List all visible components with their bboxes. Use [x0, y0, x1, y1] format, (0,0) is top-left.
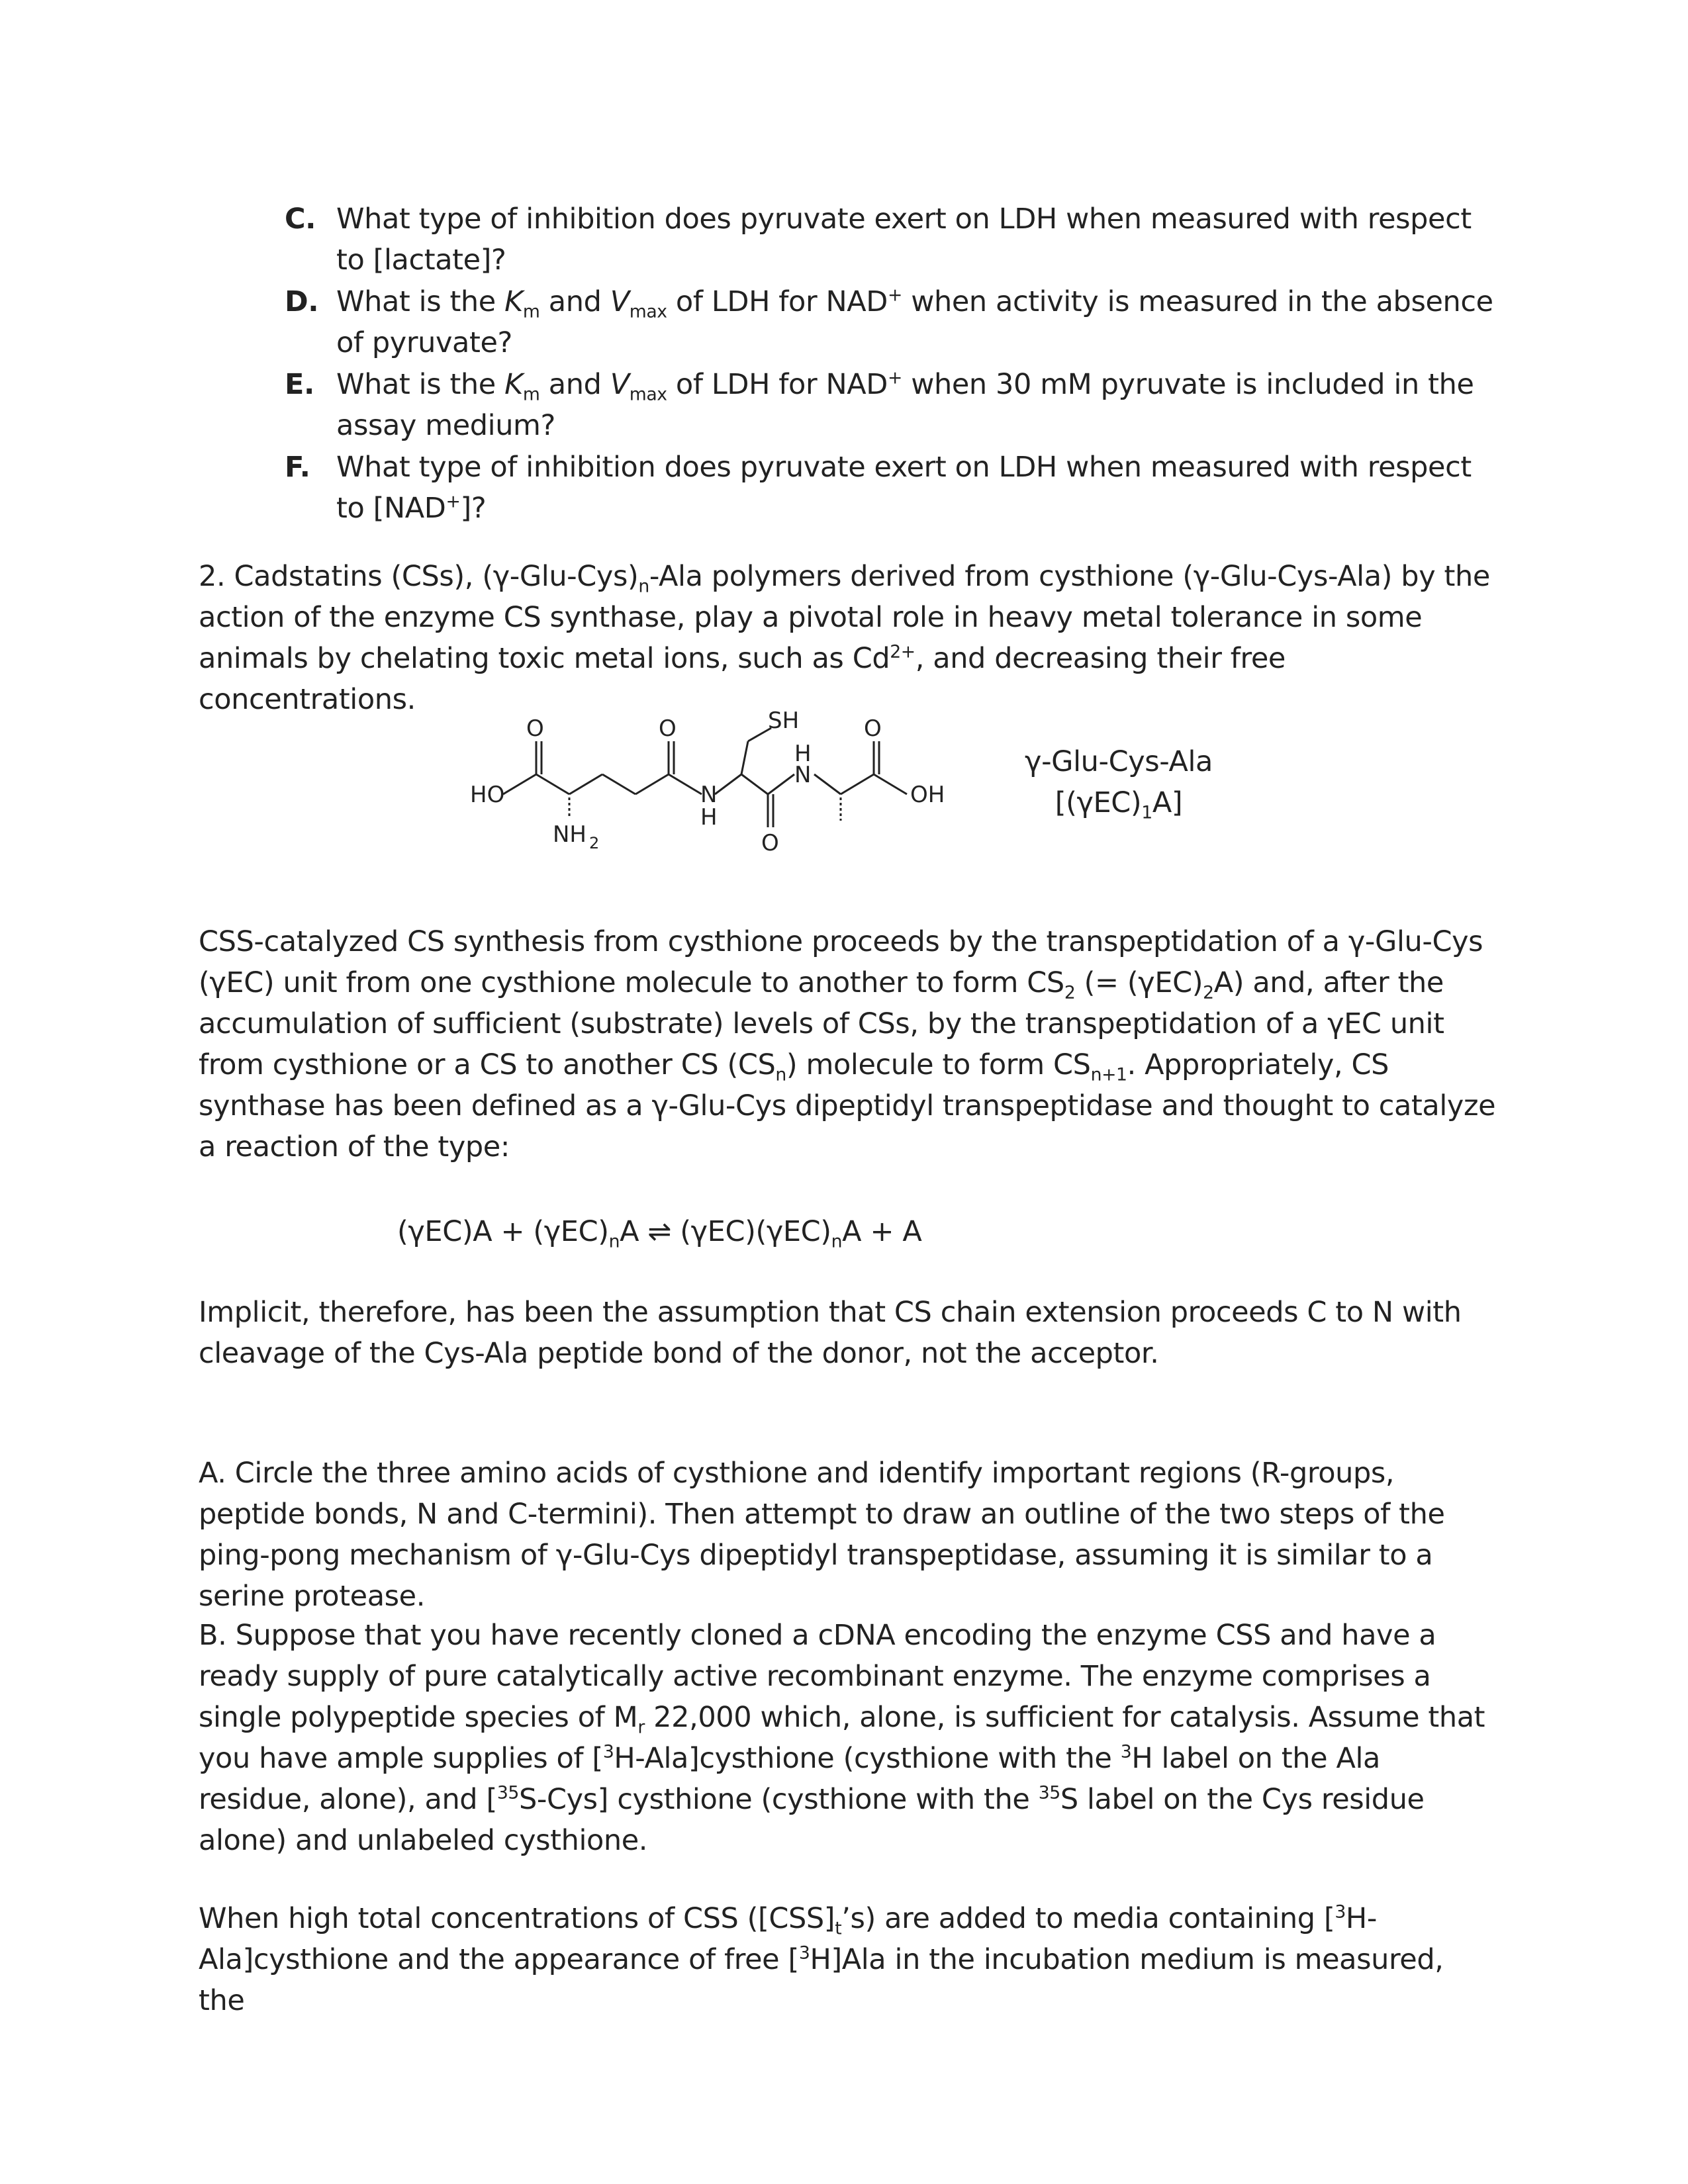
- nh2-sub-label: 2: [589, 834, 600, 852]
- nh2-label: NH: [553, 821, 586, 848]
- molecule-caption-line2: $[(\gamma EC)_1A]$: [1055, 786, 1183, 823]
- question-2-intro: 2. Cadstatins (CSs), $(\gamma-Glu-Cys)_n$-Ala polymers derived from cysthione (γ-Glu-Cys-Ala) by the action of the enzyme CS synthase, play a pivotal role in heavy metal tolerance in some animals by chelating toxic metal ions, such as $Cd^{2+}$, and decreasing their free concentrations.: [199, 560, 1490, 716]
- part-a-paragraph: A. Circle the three amino acids of cysthione and identify important regions (R-groups, peptide bonds, N and C-termini). Then attempt to draw an outline of the two steps of the ping-pong mechanism of γ-Glu-Cys dipeptidyl transpeptidase, assuming it is similar to a serine protease.: [199, 1457, 1445, 1613]
- when-paragraph: When high total concentrations of CSS $([CSS]_t’s)$ are added to media containing [$^3$H-Ala]cysthione and the appearance of free [$^3$H]Ala in the incubation medium is measured, the: [199, 1901, 1444, 2017]
- question-label: F.: [285, 451, 310, 484]
- css-synthesis-paragraph: CSS-catalyzed CS synthesis from cysthione proceeds by the transpeptidation of a γ-Glu-Cys (γEC) unit from one cysthione molecule to another to form $CS_2$ (= $(\gamma EC)_2A$) and, after the accumulation of sufficient (substrate) levels of CSs, by the transpeptidation of a γEC unit from cysthione or a CS to another CS $(CS_n)$ molecule to form $CS_{n+1}$. Appropriately, CS synthase has been defined as a γ-Glu-Cys dipeptidyl transpeptidase and thought to catalyze a reaction of the type:: [199, 925, 1496, 1163]
- ho-label: HO: [470, 782, 505, 808]
- question-f: F. What type of inhibition does pyruvate exert on LDH when measured with respect to [NAD+]?: [285, 447, 1503, 529]
- sh-label: SH: [768, 707, 800, 734]
- cysthione-structure: [463, 702, 1026, 874]
- implicit-paragraph: Implicit, therefore, has been the assumption that CS chain extension proceeds C to N with cleavage of the Cys-Ala peptide bond of the donor, not the acceptor.: [199, 1296, 1462, 1370]
- h-label: H: [794, 741, 812, 767]
- question-list-part1: [285, 199, 1503, 529]
- o-label: O: [526, 715, 544, 742]
- molecule-caption: [1019, 741, 1218, 823]
- question-text: What type of inhibition does pyruvate exert on LDH when measured with respect to [lactate]?: [336, 203, 1472, 277]
- question-label: D.: [285, 285, 319, 318]
- molecule-caption-line1: γ-Glu-Cys-Ala: [1025, 745, 1213, 778]
- h-label: H: [700, 804, 718, 831]
- n-label: N: [794, 762, 812, 788]
- o-label: O: [864, 715, 882, 742]
- question-e: E. What is the $K_m$ and $V_{max}$ of LDH for NAD+ when 30 mM pyruvate is included in the assay medium?: [285, 364, 1503, 447]
- part-b-paragraph: B. Suppose that you have recently cloned a cDNA encoding the enzyme CSS and have a ready supply of pure catalytically active recombinant enzyme. The enzyme comprises a single polypeptide species of $M_r$ 22,000 which, alone, is sufficient for catalysis. Assume that you have ample supplies of [$^3$H-Ala]cysthione (cysthione with the $^3$H label on the Ala residue, alone), and [$^{35}$S-Cys] cysthione (cysthione with the $^{35}$S label on the Cys residue alone) and unlabeled cysthione.: [199, 1619, 1485, 1857]
- o-label: O: [659, 715, 677, 742]
- n-label: N: [700, 782, 718, 808]
- question-d: D. What is the $K_m$ and $V_{max}$ of LDH for NAD+ when activity is measured in the absence of pyruvate?: [285, 281, 1503, 364]
- question-c: [285, 199, 1503, 281]
- reaction-equation: $(\gamma EC)A + (\gamma EC)_nA$ ⇌ $(\gamma EC)(\gamma EC)_nA + A$: [397, 1215, 922, 1252]
- question-label: E.: [285, 368, 314, 401]
- oh-label: OH: [910, 782, 945, 808]
- o-label: O: [761, 830, 779, 856]
- question-label: C.: [285, 203, 316, 236]
